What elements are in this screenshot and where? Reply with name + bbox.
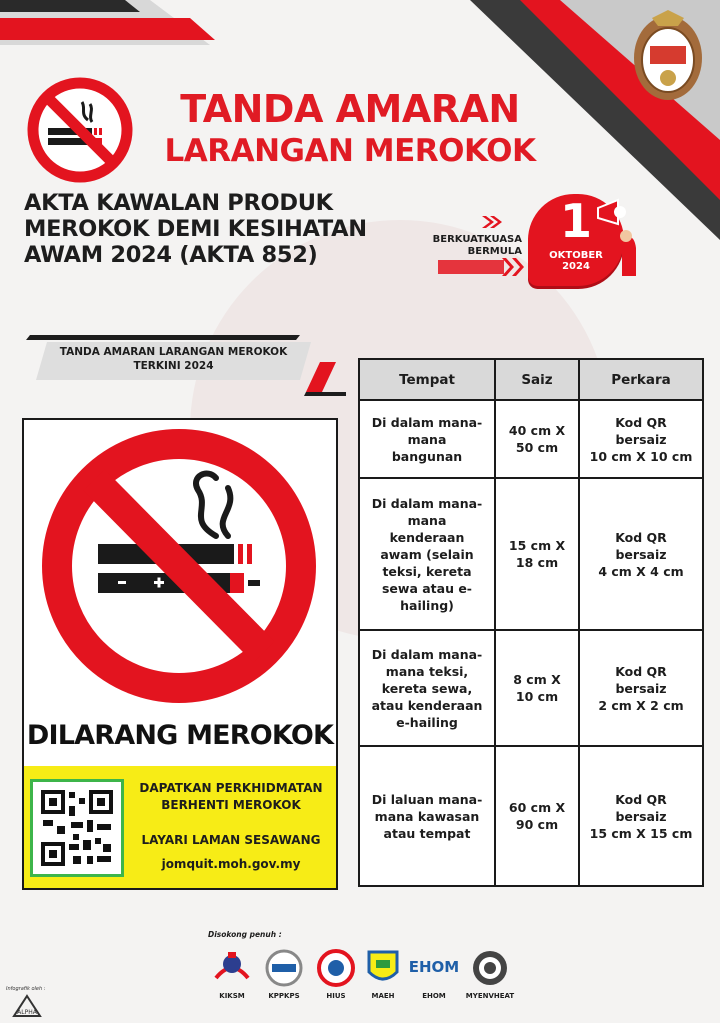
cell-place-line: mana [407,431,447,447]
crest-icon [630,8,706,104]
quit-service-line: DAPATKAN PERKHIDMATAN [139,781,323,795]
cell-place [359,746,495,886]
cell-size [495,400,579,478]
cell-place-line: kenderaan [389,529,465,545]
table-row [359,400,703,478]
cell-size-line: 8 cm X [513,672,561,687]
cell-size [495,478,579,630]
sign-title: DILARANG MEROKOK [26,720,334,751]
myenvheat-logo-icon [470,948,510,988]
quit-service-line: BERHENTI MEROKOK [161,798,301,812]
title-line1: TANDA AMARAN [180,87,520,131]
qr-code-icon [33,782,121,874]
cell-item-line: bersaiz [615,680,667,696]
cell-size [495,746,579,886]
cell-size-line: 10 cm [515,689,559,704]
cell-item [579,400,703,478]
cell-place-line: e-hailing [396,714,458,730]
table-row [359,746,703,886]
cell-place-line: hailing) [400,597,454,613]
logo-label-kppkps: KPPKPS [268,992,300,1000]
col-header-item: Perkara [579,359,703,400]
no-smoking-sign-icon [38,424,320,708]
col-header-place: Tempat [359,359,495,400]
effective-label-line: BERMULA [467,246,522,257]
cell-place-line: atau kenderaan [371,697,483,713]
cell-place-line: kereta sewa, [381,680,473,696]
cell-item-line: 2 cm X 2 cm [598,697,684,713]
cell-size-line: 40 cm X [508,423,566,438]
logo-label-kiksm: KIKSM [219,992,245,1000]
subtitle-line: TANDA AMARAN LARANGAN MEROKOK [59,346,288,358]
date-day: 1 [559,194,592,248]
cell-size-line: 18 cm [515,555,559,570]
table-row [359,478,703,630]
cell-place [359,400,495,478]
cell-place [359,630,495,746]
cell-size [495,630,579,746]
cell-size-line: 60 cm X [508,800,566,815]
cell-item [579,630,703,746]
cell-place-line: awam (selain [380,546,474,562]
cell-place-line: Di dalam mana- [371,414,483,430]
logo-label-myenvheat: MYENVHEAT [465,992,515,1000]
date-year-line: 2024 [562,261,590,272]
hius-logo-icon [316,948,356,988]
date-month-line: OKTOBER [549,250,603,261]
quit-service-text [128,780,334,814]
cell-item-line: bersaiz [615,431,667,447]
logo-label-maeh: MAEH [371,992,395,1000]
cell-size-line: 50 cm [515,440,559,455]
subtitle-line: TERKINI 2024 [133,360,214,372]
cell-size-line: 15 cm X [508,538,566,553]
col-header-size: Saiz [495,359,579,400]
cell-item-line: Kod QR [615,663,667,679]
logo-label-hius: HIUS [326,992,346,1000]
cell-item-line: Kod QR [615,529,667,545]
date-month [528,250,624,272]
cell-item-line: Kod QR [615,791,667,807]
cell-item-line: 10 cm X 10 cm [589,448,693,464]
act-title [24,190,414,268]
act-line: AWAM 2024 (AKTA 852) [24,242,318,268]
maeh-logo-icon [366,948,400,988]
sign-size-table [358,358,704,887]
supported-by-label: Disokong penuh : [208,930,282,939]
cell-item-line: bersaiz [615,546,667,562]
visit-website-label: LAYARI LAMAN SESAWANG [141,833,321,847]
qr-code-box [30,779,124,877]
cell-place-line: mana kawasan [374,808,480,824]
cell-place-line: Di laluan mana- [371,791,483,807]
cell-size-line: 90 cm [515,817,559,832]
ehom-logo: EHOM [408,958,460,976]
alpha-logo-icon [12,994,42,1018]
cell-place-line: sewa atau e- [381,580,472,596]
cell-place-line: teksi, kereta [382,563,472,579]
kiksm-logo-icon [212,948,252,988]
cell-place-line: bangunan [391,448,463,464]
cell-item-line: bersaiz [615,808,667,824]
cell-place-line: Di dalam mana- [371,646,483,662]
cell-item [579,746,703,886]
effective-label [412,234,522,258]
effective-label-line: BERKUATKUASA [432,234,522,245]
act-line: AKTA KAWALAN PRODUK [24,190,333,216]
act-line: MEROKOK DEMI KESIHATAN [24,216,367,242]
cell-place [359,478,495,630]
table-row [359,630,703,746]
cell-place-line: mana [407,512,447,528]
website-url: jomquit.moh.gov.my [161,857,301,871]
cell-item-line: 15 cm X 15 cm [589,825,693,841]
subtitle-text [36,345,311,373]
svg-text:ALPHA: ALPHA [17,1009,37,1016]
cell-item-line: Kod QR [615,414,667,430]
cell-place-line: atau tempat [383,825,471,841]
infographic-by-label: Infografik oleh : [6,986,46,992]
kppkps-logo-icon [264,948,304,988]
cell-item [579,478,703,630]
no-smoking-icon [26,76,134,184]
cell-place-line: Di dalam mana- [371,495,483,511]
title-line2: LARANGAN MEROKOK [164,133,536,169]
logo-label-ehom: EHOM [422,992,446,1000]
cell-item-line: 4 cm X 4 cm [598,563,684,579]
table-header-row [359,359,703,400]
cell-place-line: mana teksi, [385,663,469,679]
